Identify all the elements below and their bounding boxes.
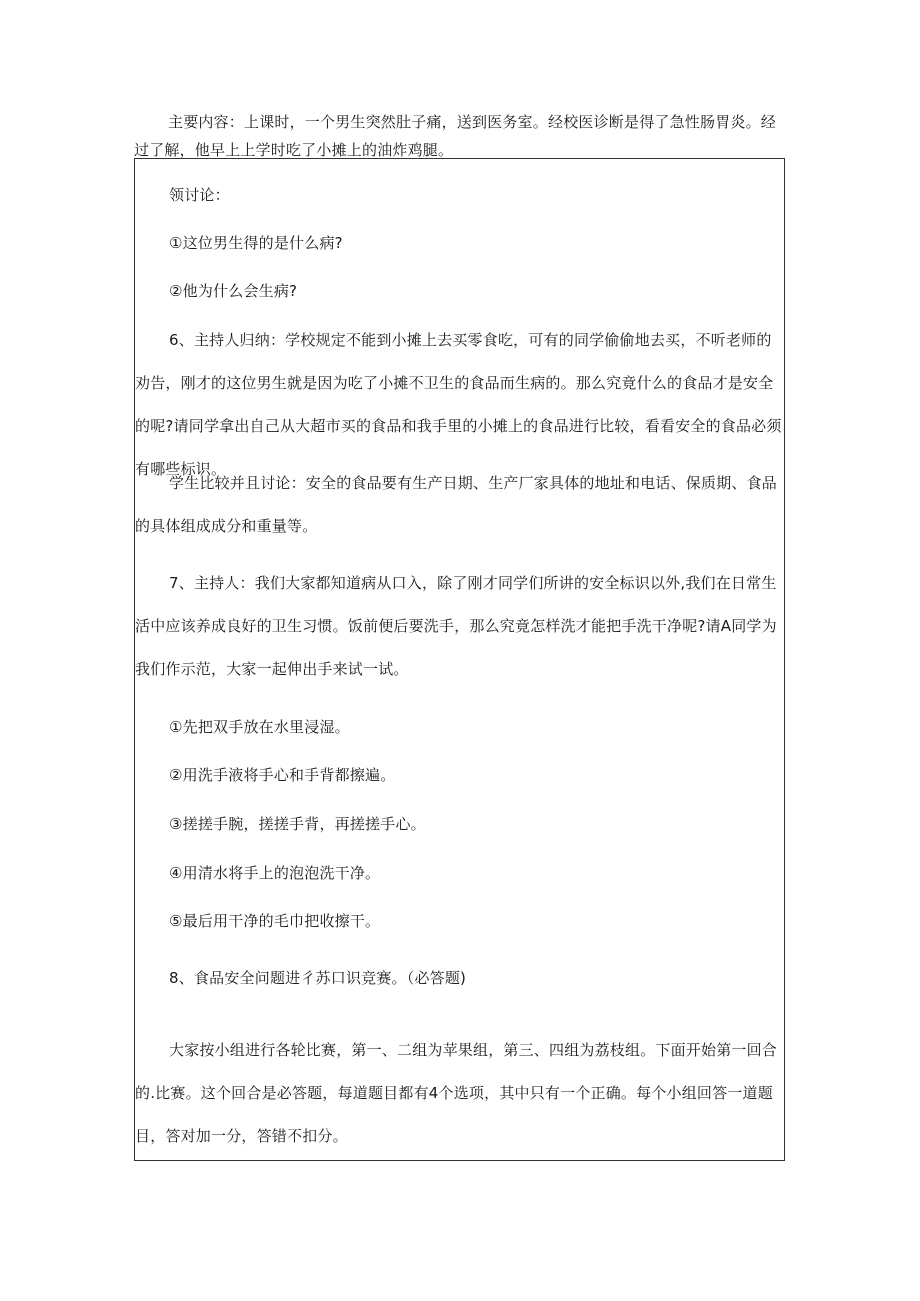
wash-step-5: ⑤最后用干净的毛巾把收擦干。 [169, 912, 381, 930]
intro-paragraph: 主要内容：上课时，一个男生突然肚子痛，送到医务室。经校医诊断是得了急性肠胃炎。经过了解，他早上上学时吃了小摊上的油炸鸡腿。 [134, 113, 777, 159]
discussion-heading: 领讨论： [169, 186, 230, 204]
wash-step-2: ②用洗手液将手心和手背都擦遍。 [169, 766, 396, 784]
step-7-host: 7、主持人：我们大家都知道病从口入，除了刚才同学们所讲的安全标识以外,我们在日常生活中应该养成良好的卫生习惯。饭前便后要洗手，那么究竟怎样洗才能把手洗干净呢?请A同学为我们作示范，大家一起伸出手来试一试。 [135, 574, 777, 678]
wash-step-4: ④用清水将手上的泡泡洗干净。 [169, 864, 381, 882]
student-discussion: 学生比较并且讨论：安全的食品要有生产日期、生产厂家具体的地址和电话、保质期、食品的具体组成成分和重量等。 [135, 474, 778, 535]
question-1: ①这位男生得的是什么病? [169, 234, 343, 252]
question-2: ②他为什么会生病? [169, 282, 298, 300]
quiz-rules: 大家按小组进行各轮比赛，第一、二组为苹果组，第三、四组为荔枝组。下面开始第一回合的.比赛。这个回合是必答题，每道题目都有4个选项，其中只有一个正确。每个小组回答一道题目，答对加一分，答错不扣分。 [135, 1041, 778, 1145]
wash-step-1: ①先把双手放在水里浸湿。 [169, 718, 350, 736]
wash-step-3: ③搓搓手腕，搓搓手背，再搓搓手心。 [169, 815, 426, 833]
step-6-summary: 6、主持人归纳：学校规定不能到小摊上去买零食吃，可有的同学偷偷地去买，不听老师的劝告，刚才的这位男生就是因为吃了小摊不卫生的食品而生病的。那么究竟什么的食品才是安全的呢?请同学拿出自己从大超市买的食品和我手里的小摊上的食品进行比较，看看安全的食品必须有哪些标识。 [135, 331, 782, 478]
content-box [134, 158, 785, 1161]
step-8-quiz-title: 8、食品安全问题进彳苏口识竞赛。（必答题) [169, 969, 467, 987]
